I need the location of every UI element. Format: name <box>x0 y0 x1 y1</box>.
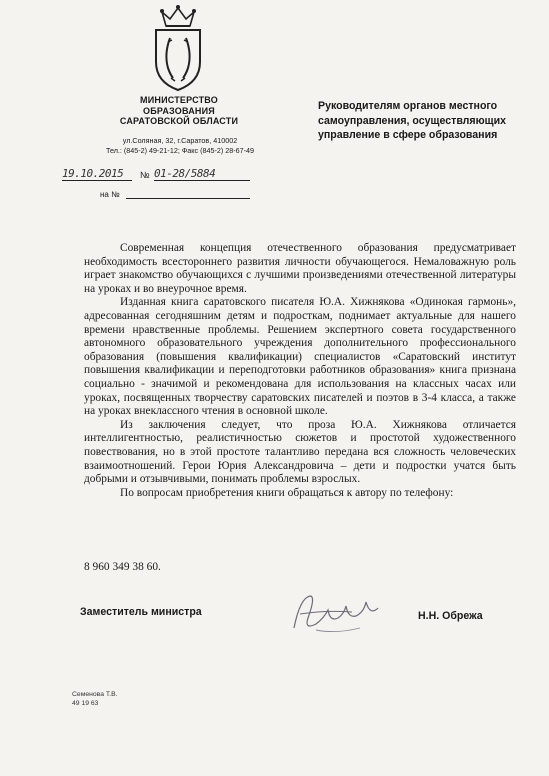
paragraph-4: По вопросам приобретения книги обращаться к автору по телефону: <box>120 486 454 499</box>
handwritten-signature-icon <box>286 588 390 638</box>
executor-name: Семенова Т.В. <box>72 691 118 698</box>
registration-line <box>60 167 250 183</box>
executor-info <box>72 690 118 708</box>
reply-label: на № <box>100 190 120 199</box>
coat-of-arms-icon <box>146 4 210 92</box>
ministry-address: ул.Соляная, 32, г.Саратов, 410002 Тел.: (845-2) 49-21-12; Факс (845-2) 28-67-49 <box>105 136 255 155</box>
reply-blank-line <box>126 198 250 199</box>
paragraph-1: Современная концепция отечественного образования предусматривает необходимость всестороннего развития личности обучающегося. Немаловажную роль играет знакомство обучающихся с лучшими произведениями отечественной литературы на уроках и во внеурочное время. <box>84 242 516 295</box>
number-label: № <box>140 170 150 180</box>
letter-body <box>84 242 516 500</box>
paragraph-3: Из заключения следует, что проза Ю.А. Хижнякова отличается интеллигентностью, реалистичностью сюжетов и простотой художественного повествования, но в этой простоте талантливо передана вся сложность человеческих взаимоотношений. Герои Юрия Александровича – дети и подростки учатся быть добрыми и отзывчивыми, понимать проблемы взрослых. <box>84 418 516 486</box>
author-phone: 8 960 349 38 60. <box>84 561 161 573</box>
signatory-position: Заместитель министра <box>80 606 202 618</box>
registration-date: 19.10.2015 <box>62 167 132 181</box>
executor-phone: 49 19 63 <box>72 700 99 707</box>
registration-number: 01-28/5884 <box>154 167 250 181</box>
ministry-name: МИНИСТЕРСТВО ОБРАЗОВАНИЯ САРАТОВСКОЙ ОБЛАСТИ <box>119 95 239 126</box>
reply-reference-line <box>100 190 250 202</box>
recipient-block: Руководителям органов местного самоуправления, осуществляющих управление в сфере образования <box>318 100 506 141</box>
signatory-name: Н.Н. Обрежа <box>418 610 483 622</box>
paragraph-2: Изданная книга саратовского писателя Ю.А. Хижнякова «Одинокая гармонь», адресованная сегодняшним детям и подросткам, поднимает актуальные для нашего времени нравственные проблемы. Решением экспертного совета государственного автономного образовательного учреждения дополнительного профессионального образования (повышения квалификации) специалистов «Саратовский институт повышения квалификации и переподготовки работников образования» книга признана социально - значимой и рекомендована для использования на классных часах или уроках, посвященных творчеству саратовских писателей и поэтов в 3-4 класса, а также на уроках внеклассного чтения в основной школе. <box>84 296 516 418</box>
